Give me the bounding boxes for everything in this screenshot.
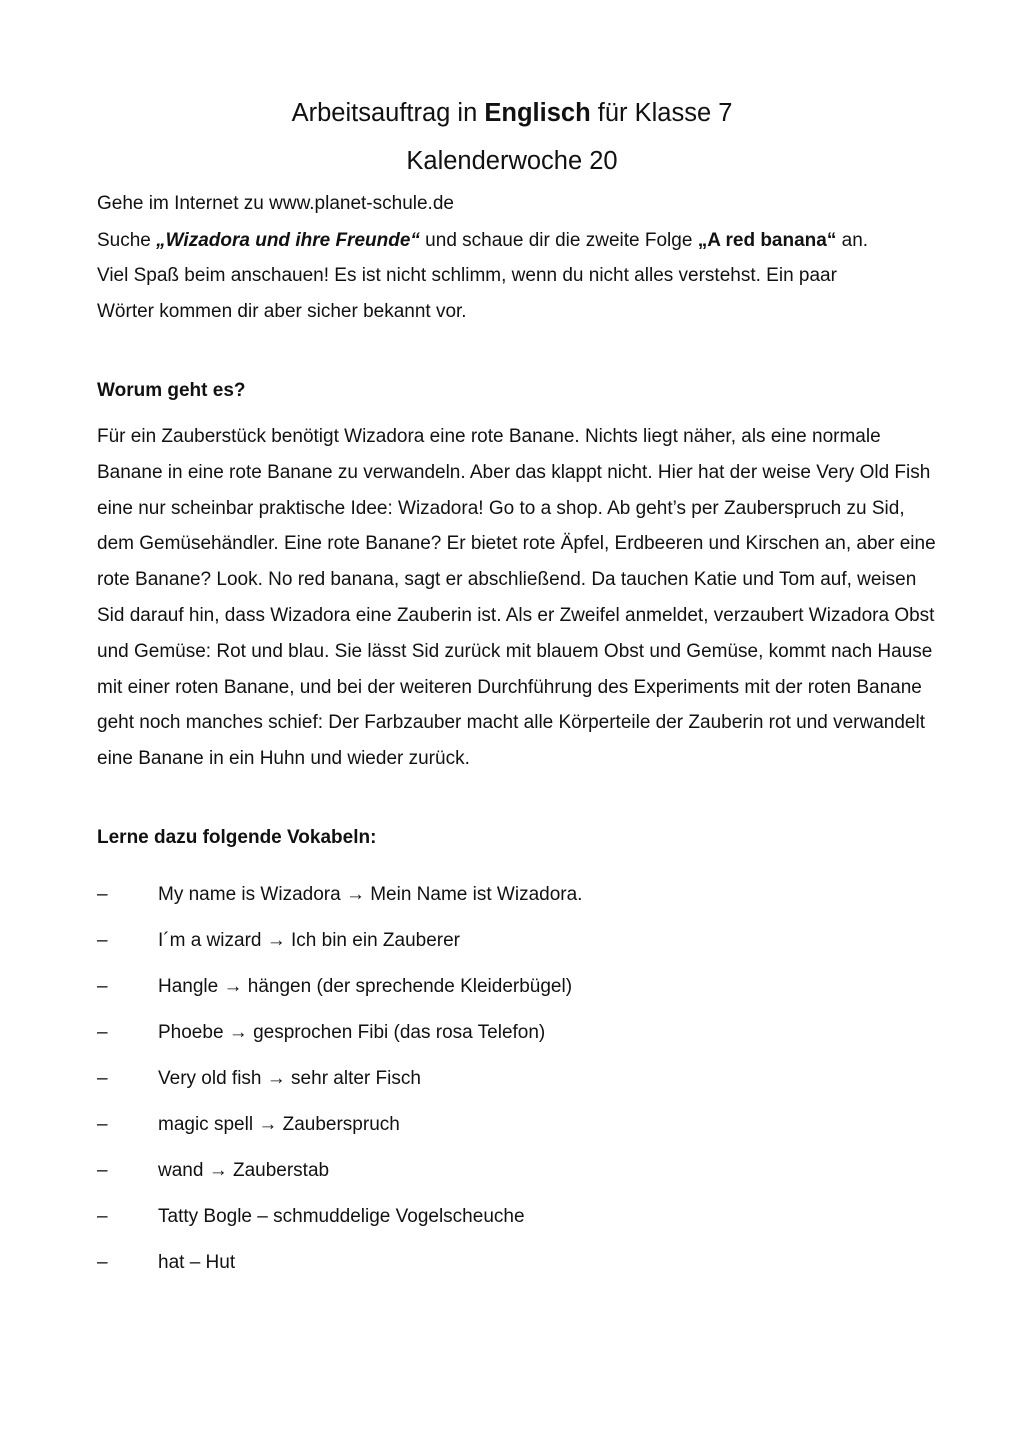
search-prefix: Suche: [97, 230, 157, 251]
vocab-text: Very old fish → sehr alter Fisch: [158, 1068, 421, 1089]
search-suffix: an.: [836, 230, 869, 251]
vocab-list: [97, 872, 582, 1286]
list-item: [97, 1056, 582, 1102]
list-item: [97, 1240, 582, 1286]
intro-line-enjoy: Viel Spaß beim anschauen! Es ist nicht schlimm, wenn du nicht alles verstehst. Ein paar: [97, 265, 837, 286]
vocab-text: Tatty Bogle – schmuddelige Vogelscheuche: [158, 1206, 525, 1227]
bullet-dash: –: [97, 1114, 108, 1135]
intro-line-website: Gehe im Internet zu www.planet-schule.de: [97, 193, 454, 214]
list-item: [97, 964, 582, 1010]
series-title: „Wizadora und ihre Freunde“: [156, 230, 420, 251]
list-item: [97, 872, 582, 918]
bullet-dash: –: [97, 1022, 108, 1043]
bullet-dash: –: [97, 976, 108, 997]
vocab-heading: Lerne dazu folgende Vokabeln:: [97, 827, 377, 848]
vocab-text: magic spell → Zauberspruch: [158, 1114, 400, 1135]
bullet-dash: –: [97, 1160, 108, 1181]
list-item: [97, 1010, 582, 1056]
vocab-text: Hangle → hängen (der sprechende Kleiderbügel): [158, 976, 573, 997]
bullet-dash: –: [97, 884, 108, 905]
bullet-dash: –: [97, 1206, 108, 1227]
title-suffix: für Klasse 7: [590, 99, 733, 127]
summary-heading: Worum geht es?: [97, 380, 246, 401]
bullet-dash: –: [97, 1068, 108, 1089]
episode-title: „A red banana“: [697, 230, 837, 251]
summary-paragraph: Für ein Zauberstück benötigt Wizadora eine rote Banane. Nichts liegt näher, als eine normale Banane in eine rote Banane zu verwandeln. Aber das klappt nicht. Hier hat der weise Very Old Fish eine nur scheinbar praktische Idee: Wizadora! Go to a shop. Ab geht’s per Zauberspruch zu Sid, dem Gemüsehändler. Eine rote Banane? Er bietet rote Äpfel, Erdbeeren und Kirschen an, aber eine rote Banane? Look. No red banana, sagt er abschließend. Da tauchen Katie und Tom auf, weisen Sid darauf hin, dass Wizadora eine Zauberin ist. Als er Zweifel anmeldet, verzaubert Wizadora Obst und Gemüse: Rot und blau. Sie lässt Sid zurück mit blauem Obst und Gemüse, kommt nach Hause mit einer roten Banane, und bei der weiteren Durchführung des Experiments mit der roten Banane geht noch manches schief: Der Farbzauber macht alle Körperteile der Zauberin rot und verwandelt eine Banane in ein Huhn und wieder zurück.: [97, 426, 936, 770]
bullet-dash: –: [97, 1252, 108, 1273]
page-title: [0, 98, 1024, 128]
vocab-text: hat – Hut: [158, 1252, 236, 1273]
intro-line-words: Wörter kommen dir aber sicher bekannt vor.: [97, 301, 467, 322]
title-subject: Englisch: [484, 99, 591, 127]
list-item: [97, 918, 582, 964]
list-item: [97, 1194, 582, 1240]
vocab-text: I´m a wizard → Ich bin ein Zauberer: [158, 930, 461, 951]
list-item: [97, 1148, 582, 1194]
intro-line-search: [97, 229, 868, 253]
vocab-text: Phoebe → gesprochen Fibi (das rosa Telefon): [158, 1022, 546, 1043]
vocab-text: wand → Zauberstab: [158, 1160, 330, 1181]
bullet-dash: –: [97, 930, 108, 951]
page-subtitle: Kalenderwoche 20: [406, 147, 618, 175]
search-middle: und schaue dir die zweite Folge: [419, 230, 698, 251]
list-item: [97, 1102, 582, 1148]
title-prefix: Arbeitsauftrag in: [291, 99, 485, 127]
vocab-text: My name is Wizadora → Mein Name ist Wizadora.: [158, 884, 583, 905]
